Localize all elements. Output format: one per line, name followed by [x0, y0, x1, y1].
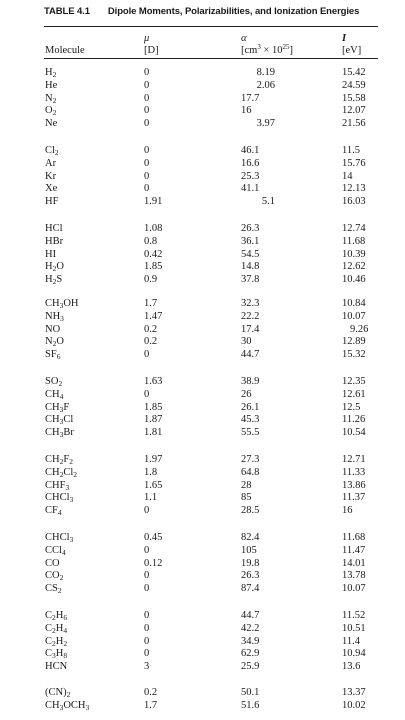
dipole-moment-cell: 0 — [144, 610, 150, 621]
molecule-cell: $N_2$ — [45, 92, 57, 105]
table-row — [0, 453, 405, 466]
ionization-energy-cell: 10.46 — [342, 274, 366, 286]
molecule-cell: Kr — [45, 170, 57, 182]
molecule-cell: $CH_2Cl_2$ — [45, 466, 78, 479]
polarizability-cell: 42.2 — [241, 622, 260, 634]
dipole-moment-cell: 0.2 — [144, 323, 158, 335]
polarizability-cell: 36.1 — [241, 235, 260, 247]
dipole-moment-cell: 0.45 — [144, 532, 163, 543]
polarizability-cell: 37.8 — [241, 274, 260, 286]
alpha-header-symbol: α — [241, 33, 247, 44]
dipole-moment-cell: 0 — [144, 92, 150, 104]
dipole-moment-cell: 0 — [144, 157, 150, 169]
table-row — [0, 157, 405, 170]
dipole-moment-cell: 1.7 — [144, 699, 158, 711]
molecule-cell: $CH_2F_2$ — [45, 454, 73, 466]
polarizability-cell: 8.19 — [256, 67, 275, 78]
polarizability-cell: 28 — [241, 479, 252, 491]
table-row — [0, 635, 405, 648]
ionization-energy-cell: 11.52 — [342, 610, 366, 621]
alpha-header-unit: $[cm^3 \times 10^{25}]$ — [241, 43, 293, 56]
dipole-moment-cell: 0 — [144, 105, 150, 117]
dipole-moment-cell: 0 — [144, 635, 150, 647]
ionization-energy-cell: 15.58 — [342, 92, 366, 104]
polarizability-cell: 16 — [241, 105, 252, 117]
ionization-header-unit: [eV] — [342, 45, 362, 56]
ionization-energy-cell: 16 — [342, 505, 353, 517]
dipole-moment-cell: 0 — [144, 544, 150, 556]
polarizability-cell: 19.8 — [241, 557, 260, 569]
dipole-moment-cell: 0 — [144, 349, 150, 361]
table-row — [0, 222, 405, 235]
table-row — [0, 622, 405, 635]
molecule-cell: CO — [45, 557, 60, 569]
dipole-moment-cell: 1.81 — [144, 427, 163, 439]
molecule-header: Molecule — [45, 45, 85, 56]
polarizability-cell: 55.5 — [241, 427, 260, 439]
ionization-energy-cell: 13.37 — [342, 687, 366, 698]
molecule-cell: $CH_4$ — [45, 388, 64, 401]
molecule-cell: $CHF_3$ — [45, 479, 70, 492]
ionization-energy-cell: 10.94 — [342, 648, 366, 660]
table-row — [0, 248, 405, 261]
polarizability-cell: 45.3 — [241, 414, 260, 426]
table-row — [0, 182, 405, 195]
polarizability-cell: 2.06 — [256, 79, 275, 91]
molecule-cell: $O_2$ — [45, 105, 57, 118]
molecule-cell: HF — [45, 196, 59, 208]
dipole-moment-cell: 1.63 — [144, 376, 163, 387]
ionization-energy-cell: 24.59 — [342, 79, 366, 91]
ionization-energy-cell: 11.33 — [342, 466, 366, 478]
ionization-energy-cell: 11.5 — [342, 145, 360, 156]
molecule-cell: He — [45, 79, 58, 91]
table-row — [0, 273, 405, 286]
ionization-energy-cell: 12.5 — [342, 401, 361, 413]
table-row — [0, 375, 405, 388]
dipole-moment-cell: 0 — [144, 648, 150, 660]
table-row — [0, 660, 405, 673]
molecule-cell: HCN — [45, 661, 68, 673]
molecule-cell: Ar — [45, 157, 57, 169]
dipole-moment-cell: 0 — [144, 170, 150, 182]
polarizability-cell: 5.1 — [261, 196, 275, 208]
dipole-moment-cell: 1.08 — [144, 223, 163, 234]
polarizability-cell: 105 — [241, 544, 257, 556]
polarizability-cell: 3.97 — [256, 118, 275, 130]
polarizability-cell: 50.1 — [241, 687, 260, 698]
table-row — [0, 531, 405, 544]
table-row — [0, 466, 405, 479]
molecule-cell: $Cl_2$ — [45, 145, 59, 157]
dipole-moment-cell: 0 — [144, 570, 150, 582]
polarizability-cell: 32.3 — [241, 298, 260, 309]
ionization-energy-cell: 9.26 — [350, 323, 369, 335]
table-row — [0, 323, 405, 336]
dipole-moment-cell: 1.8 — [144, 466, 158, 478]
dipole-moment-cell: 1.7 — [144, 298, 158, 309]
table-row — [0, 235, 405, 248]
ionization-energy-cell: 11.68 — [342, 235, 366, 247]
polarizability-cell: 14.8 — [241, 261, 260, 273]
molecule-cell: CCl$_4$ — [45, 544, 66, 557]
ionization-header-symbol: I — [342, 33, 347, 44]
table-row — [0, 413, 405, 426]
dipole-moment-cell: 0 — [144, 67, 150, 78]
dipole-moment-cell: 0 — [144, 505, 150, 517]
dipole-moment-cell: 0 — [144, 388, 150, 400]
dipole-moment-cell: 1.97 — [144, 454, 163, 465]
molecule-cell: $CH_3Cl$ — [45, 414, 74, 427]
ionization-energy-cell: 14.01 — [342, 557, 366, 569]
ionization-energy-cell: 11.4 — [342, 635, 360, 647]
ionization-energy-cell: 10.54 — [342, 427, 366, 439]
polarizability-cell: 54.5 — [241, 248, 260, 260]
polarizability-cell: 44.7 — [241, 349, 260, 361]
ionization-energy-cell: 11.26 — [342, 414, 366, 426]
dipole-moment-cell: 0.9 — [144, 274, 158, 286]
molecule-cell: $C_2H_4$ — [45, 622, 68, 635]
dipole-moment-cell: 0.2 — [144, 687, 158, 698]
dipole-moment-cell: 3 — [144, 661, 150, 673]
molecule-cell: HCl — [45, 223, 63, 234]
dipole-moment-cell: 0 — [144, 622, 150, 634]
table-row — [0, 117, 405, 130]
table-row — [0, 491, 405, 504]
dipole-moment-cell: 1.1 — [144, 492, 158, 504]
ionization-energy-cell: 10.39 — [342, 248, 366, 260]
dipole-moment-cell: 0.42 — [144, 248, 163, 260]
molecule-cell: $H_2$ — [45, 67, 57, 79]
molecule-cell: $H_2S$ — [45, 274, 63, 287]
ionization-energy-cell: 12.07 — [342, 105, 366, 117]
molecule-cell: $C_2H_2$ — [45, 635, 68, 648]
table-row — [0, 104, 405, 117]
polarizability-cell: 34.9 — [241, 635, 260, 647]
dipole-moment-cell: 0 — [144, 79, 150, 91]
ionization-energy-cell: 10.84 — [342, 298, 366, 309]
table-row — [0, 66, 405, 79]
molecule-cell: $N_2O$ — [45, 336, 64, 349]
polarizability-cell: 38.9 — [241, 376, 260, 387]
ionization-energy-cell: 10.07 — [342, 310, 366, 322]
molecule-cell: $CH_3Br$ — [45, 427, 74, 440]
polarizability-cell: 27.3 — [241, 454, 260, 465]
dipole-moment-cell: 0 — [144, 183, 150, 195]
molecule-cell: $CS_2$ — [45, 583, 62, 596]
ionization-energy-cell: 10.51 — [342, 622, 366, 634]
ionization-energy-cell: 15.42 — [342, 67, 366, 78]
polarizability-cell: 87.4 — [241, 583, 260, 595]
table-row — [0, 426, 405, 439]
polarizability-cell: 82.4 — [241, 532, 260, 543]
polarizability-cell: 41.1 — [241, 183, 260, 195]
dipole-moment-cell: 0.8 — [144, 235, 158, 247]
polarizability-cell: 26.3 — [241, 570, 260, 582]
polarizability-cell: 30 — [241, 336, 252, 348]
polarizability-cell: 51.6 — [241, 699, 260, 711]
molecule-cell: Ne — [45, 118, 58, 130]
polarizability-cell: 85 — [241, 492, 252, 504]
polarizability-cell: 25.9 — [241, 661, 260, 673]
molecule-cell: $NH_3$ — [45, 310, 64, 323]
table-label: TABLE 4.1 — [44, 6, 90, 17]
table-title: Dipole Moments, Polarizabilities, and Ionization Energies — [107, 6, 360, 17]
table-row — [0, 479, 405, 492]
dipole-moment-cell: 1.47 — [144, 310, 163, 322]
molecule-cell: HBr — [45, 235, 64, 247]
table-row — [0, 348, 405, 361]
polarizability-cell: 64.8 — [241, 466, 260, 478]
ionization-energy-cell: 12.89 — [342, 336, 366, 348]
ionization-energy-cell: 12.74 — [342, 223, 366, 234]
molecule-cell: $CO_2$ — [45, 570, 64, 583]
ionization-energy-cell: 15.32 — [342, 349, 366, 361]
dipole-moment-cell: 0 — [144, 145, 150, 156]
table-row — [0, 544, 405, 557]
molecule-cell: $H_2O$ — [45, 261, 64, 274]
table-row — [0, 170, 405, 183]
table-row — [0, 260, 405, 273]
table-row — [0, 388, 405, 401]
molecule-cell: CHCl$_3$ — [45, 532, 74, 544]
polarizability-cell: 44.7 — [241, 610, 260, 621]
polarizability-cell: 22.2 — [241, 310, 260, 322]
polarizability-cell: 28.5 — [241, 505, 260, 517]
molecule-cell: NO — [45, 323, 61, 335]
ionization-energy-cell: 12.35 — [342, 376, 366, 387]
polarizability-cell: 25.3 — [241, 170, 260, 182]
table-row — [0, 92, 405, 105]
molecule-cell: $CH_3OH$ — [45, 298, 79, 310]
dipole-moment-cell: 0.12 — [144, 557, 163, 569]
molecule-cell: $CF_4$ — [45, 505, 62, 518]
ionization-energy-cell: 13.6 — [342, 661, 361, 673]
table-row — [0, 582, 405, 595]
molecule-cell: $SF_6$ — [45, 349, 61, 362]
table-row — [0, 569, 405, 582]
table-row — [0, 504, 405, 517]
ionization-energy-cell: 14 — [342, 170, 353, 182]
polarizability-cell: 26 — [241, 388, 252, 400]
molecule-cell: HI — [45, 248, 57, 260]
dipole-moment-cell: 0 — [144, 583, 150, 595]
table-row — [0, 144, 405, 157]
table-row — [0, 647, 405, 660]
ionization-energy-cell: 21.56 — [342, 118, 366, 130]
table-row — [0, 557, 405, 570]
ionization-energy-cell: 12.13 — [342, 183, 366, 195]
table-row — [0, 699, 405, 712]
ionization-energy-cell: 11.37 — [342, 492, 366, 504]
ionization-energy-cell: 11.68 — [342, 532, 366, 543]
ionization-energy-cell: 12.62 — [342, 261, 366, 273]
dipole-moment-cell: 1.85 — [144, 261, 163, 273]
table-row — [0, 195, 405, 208]
ionization-energy-cell: 15.76 — [342, 157, 366, 169]
molecule-cell: CHCl$_3$ — [45, 492, 74, 505]
table-row — [0, 401, 405, 414]
polarizability-cell: 17.7 — [241, 92, 260, 104]
ionization-energy-cell: 10.07 — [342, 583, 366, 595]
ionization-energy-cell: 16.03 — [342, 196, 366, 208]
dipole-moment-cell: 0.2 — [144, 336, 158, 348]
dipole-moment-cell: 1.87 — [144, 414, 163, 426]
polarizability-cell: 26.1 — [241, 401, 260, 413]
polarizability-cell: 62.9 — [241, 648, 260, 660]
polarizability-cell: 17.4 — [241, 323, 260, 335]
molecule-cell: $(CN)_2$ — [45, 687, 71, 699]
table-row — [0, 609, 405, 622]
ionization-energy-cell: 13.78 — [342, 570, 366, 582]
dipole-moment-cell: 0 — [144, 118, 150, 130]
polarizability-cell: 16.6 — [241, 157, 260, 169]
table-row — [0, 310, 405, 323]
molecule-cell: $CH_3OCH_3$ — [45, 699, 90, 712]
molecule-cell: $C_3H_8$ — [45, 648, 68, 661]
table-row — [0, 79, 405, 92]
molecule-cell: $C_2H_6$ — [45, 610, 68, 622]
polarizability-cell: 46.1 — [241, 145, 260, 156]
polarizability-cell: 26.3 — [241, 223, 260, 234]
table-row — [0, 686, 405, 699]
dipole-moment-cell: 1.65 — [144, 479, 163, 491]
ionization-energy-cell: 10.02 — [342, 699, 366, 711]
ionization-energy-cell: 11.47 — [342, 544, 366, 556]
molecule-cell: $SO_2$ — [45, 376, 63, 388]
ionization-energy-cell: 12.71 — [342, 454, 366, 465]
table-row — [0, 335, 405, 348]
table-row — [0, 297, 405, 310]
ionization-energy-cell: 13.86 — [342, 479, 366, 491]
ionization-energy-cell: 12.61 — [342, 388, 366, 400]
mu-header-unit: [D] — [144, 45, 159, 56]
molecule-cell: Xe — [45, 183, 58, 195]
dipole-moment-cell: 1.85 — [144, 401, 163, 413]
dipole-moment-cell: 1.91 — [144, 196, 163, 208]
mu-header-symbol: μ — [144, 33, 150, 44]
molecule-cell: $CH_3F$ — [45, 401, 70, 414]
